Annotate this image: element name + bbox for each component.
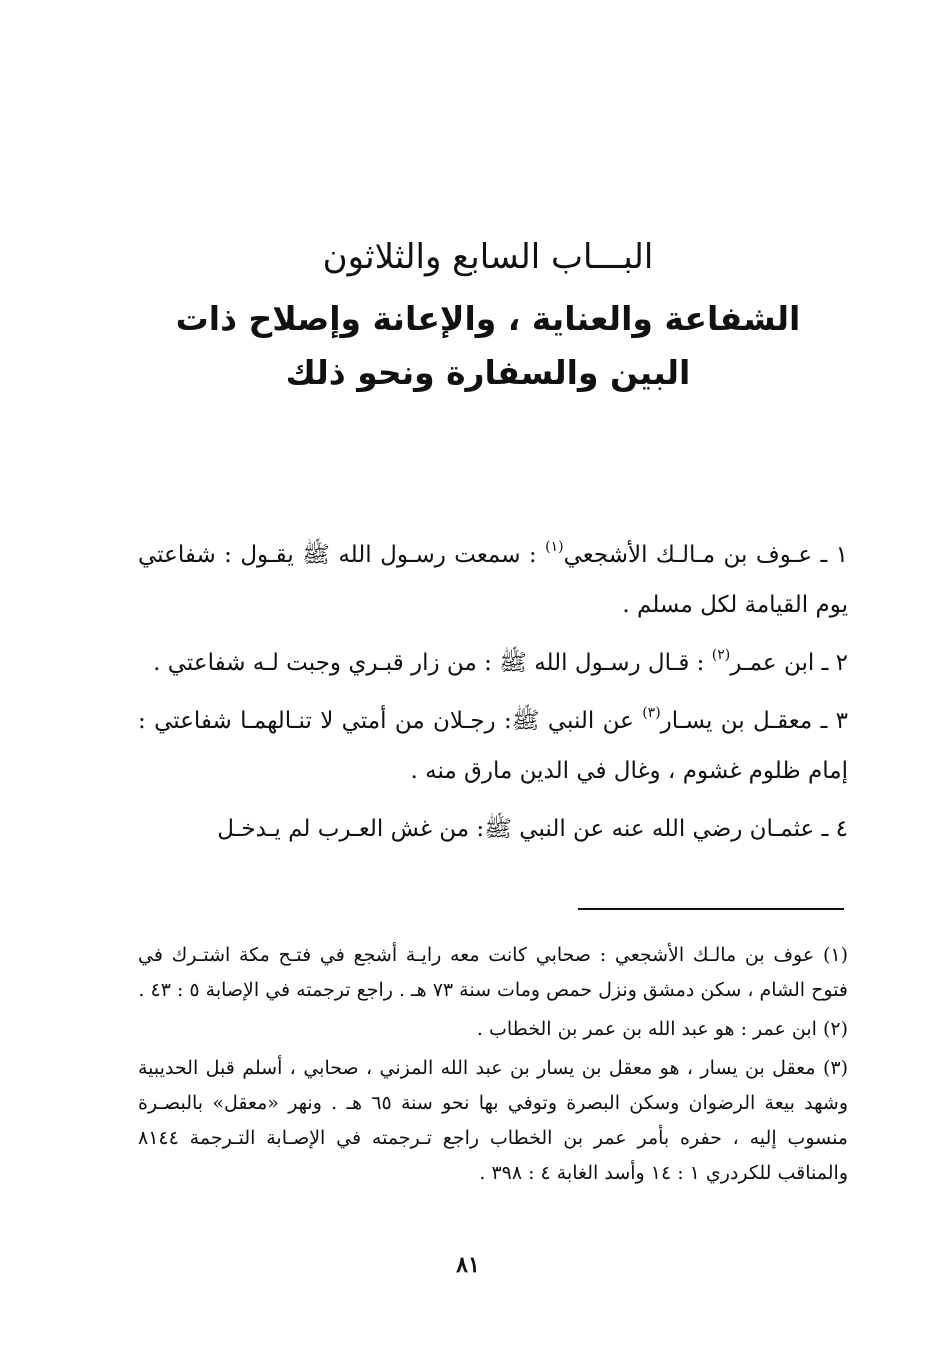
footnotes <box>138 938 848 1195</box>
footnote-number: (٢) <box>822 1018 848 1040</box>
footnote-text: معقل بن يسار ، هو معقل بن يسار بن عبد الله المزني ، صحابي ، أسلم قبل الحديبية وشهد بيعة الرضوان وسكن البصرة وتوفي بها نحو سنة ٦٥ هـ . ونهر «معقل» بالبصـرة منسوب إليه ، حفره بأمر عمر بن الخطاب راجع تـرجمته في الإصـابة التـرجمة ٨١٤٤ والمناقب للكردري ١ : ١٤ وأسد الغابة ٤ : ٣٩٨ . <box>138 1057 849 1184</box>
entry-number: ٢ ـ <box>821 650 848 676</box>
footnote-2 <box>138 1012 848 1047</box>
main-text <box>138 530 848 862</box>
footnote-1 <box>138 938 848 1008</box>
footnote-3 <box>138 1051 848 1191</box>
entry-text-start: معقـل بن يسـار <box>660 708 813 734</box>
chapter-title-line-1: الشفاعة والعناية ، والإعانة وإصلاح ذات <box>175 299 801 338</box>
footnote-reference[interactable]: (٣) <box>642 705 661 722</box>
entry-number: ١ ـ <box>820 542 849 568</box>
entry-text-rest: : قـال رسـول الله ﷺ : من زار قبـري وجبت لـه شفاعتي . <box>153 650 712 676</box>
footnote-reference[interactable]: (١) <box>545 539 564 556</box>
hadith-entry-4 <box>138 804 848 854</box>
footnote-text: عوف بن مالـك الأشجعي : صحابي كانت معه رايـة أشجع في فتـح مكة اشتـرك في فتوح الشام ، سكن دمشق ونزل حمص ومات سنة ٧٣ هـ . راجع ترجمته في الإصابة ٥ : ٤٣ . <box>138 944 848 1001</box>
footnote-number: (٣) <box>822 1057 848 1079</box>
footnote-separator <box>578 908 844 910</box>
footnote-number: (١) <box>822 944 848 966</box>
entry-text-rest: : سمعت رسـول الله ﷺ يقـول : شفاعتي يوم القيامة لكل مسلم . <box>138 542 848 618</box>
entry-text-start: عثمـان رضي الله عنه عن النبي ﷺ: من غش العـرب لم يـدخـل <box>217 816 815 842</box>
chapter-heading <box>120 228 856 400</box>
chapter-label: البـــاب السابع والثلاثون <box>322 237 654 277</box>
page-number: ٨١ <box>456 1252 480 1278</box>
entry-number: ٤ ـ <box>821 816 848 842</box>
entry-text-rest: عن النبي ﷺ: رجـلان من أمتي لا تنـالهمـا شفاعتي : إمام ظلوم غشوم ، وغال في الدين مارق منه . <box>138 708 848 784</box>
hadith-entry-1 <box>138 530 848 630</box>
entry-text-start: عـوف بن مـالـك الأشجعي <box>563 542 813 568</box>
chapter-title-line-2: البين والسفارة ونحو ذلك <box>285 353 691 392</box>
footnote-text: ابن عمر : هو عبد الله بن عمر بن الخطاب . <box>476 1018 817 1040</box>
hadith-entry-3 <box>138 696 848 796</box>
footnote-reference[interactable]: (٢) <box>711 647 731 664</box>
chapter-title <box>120 292 856 400</box>
hadith-entry-2 <box>138 638 848 688</box>
entry-number: ٣ ـ <box>820 708 849 734</box>
entry-text-start: ابن عمـر <box>730 650 815 676</box>
